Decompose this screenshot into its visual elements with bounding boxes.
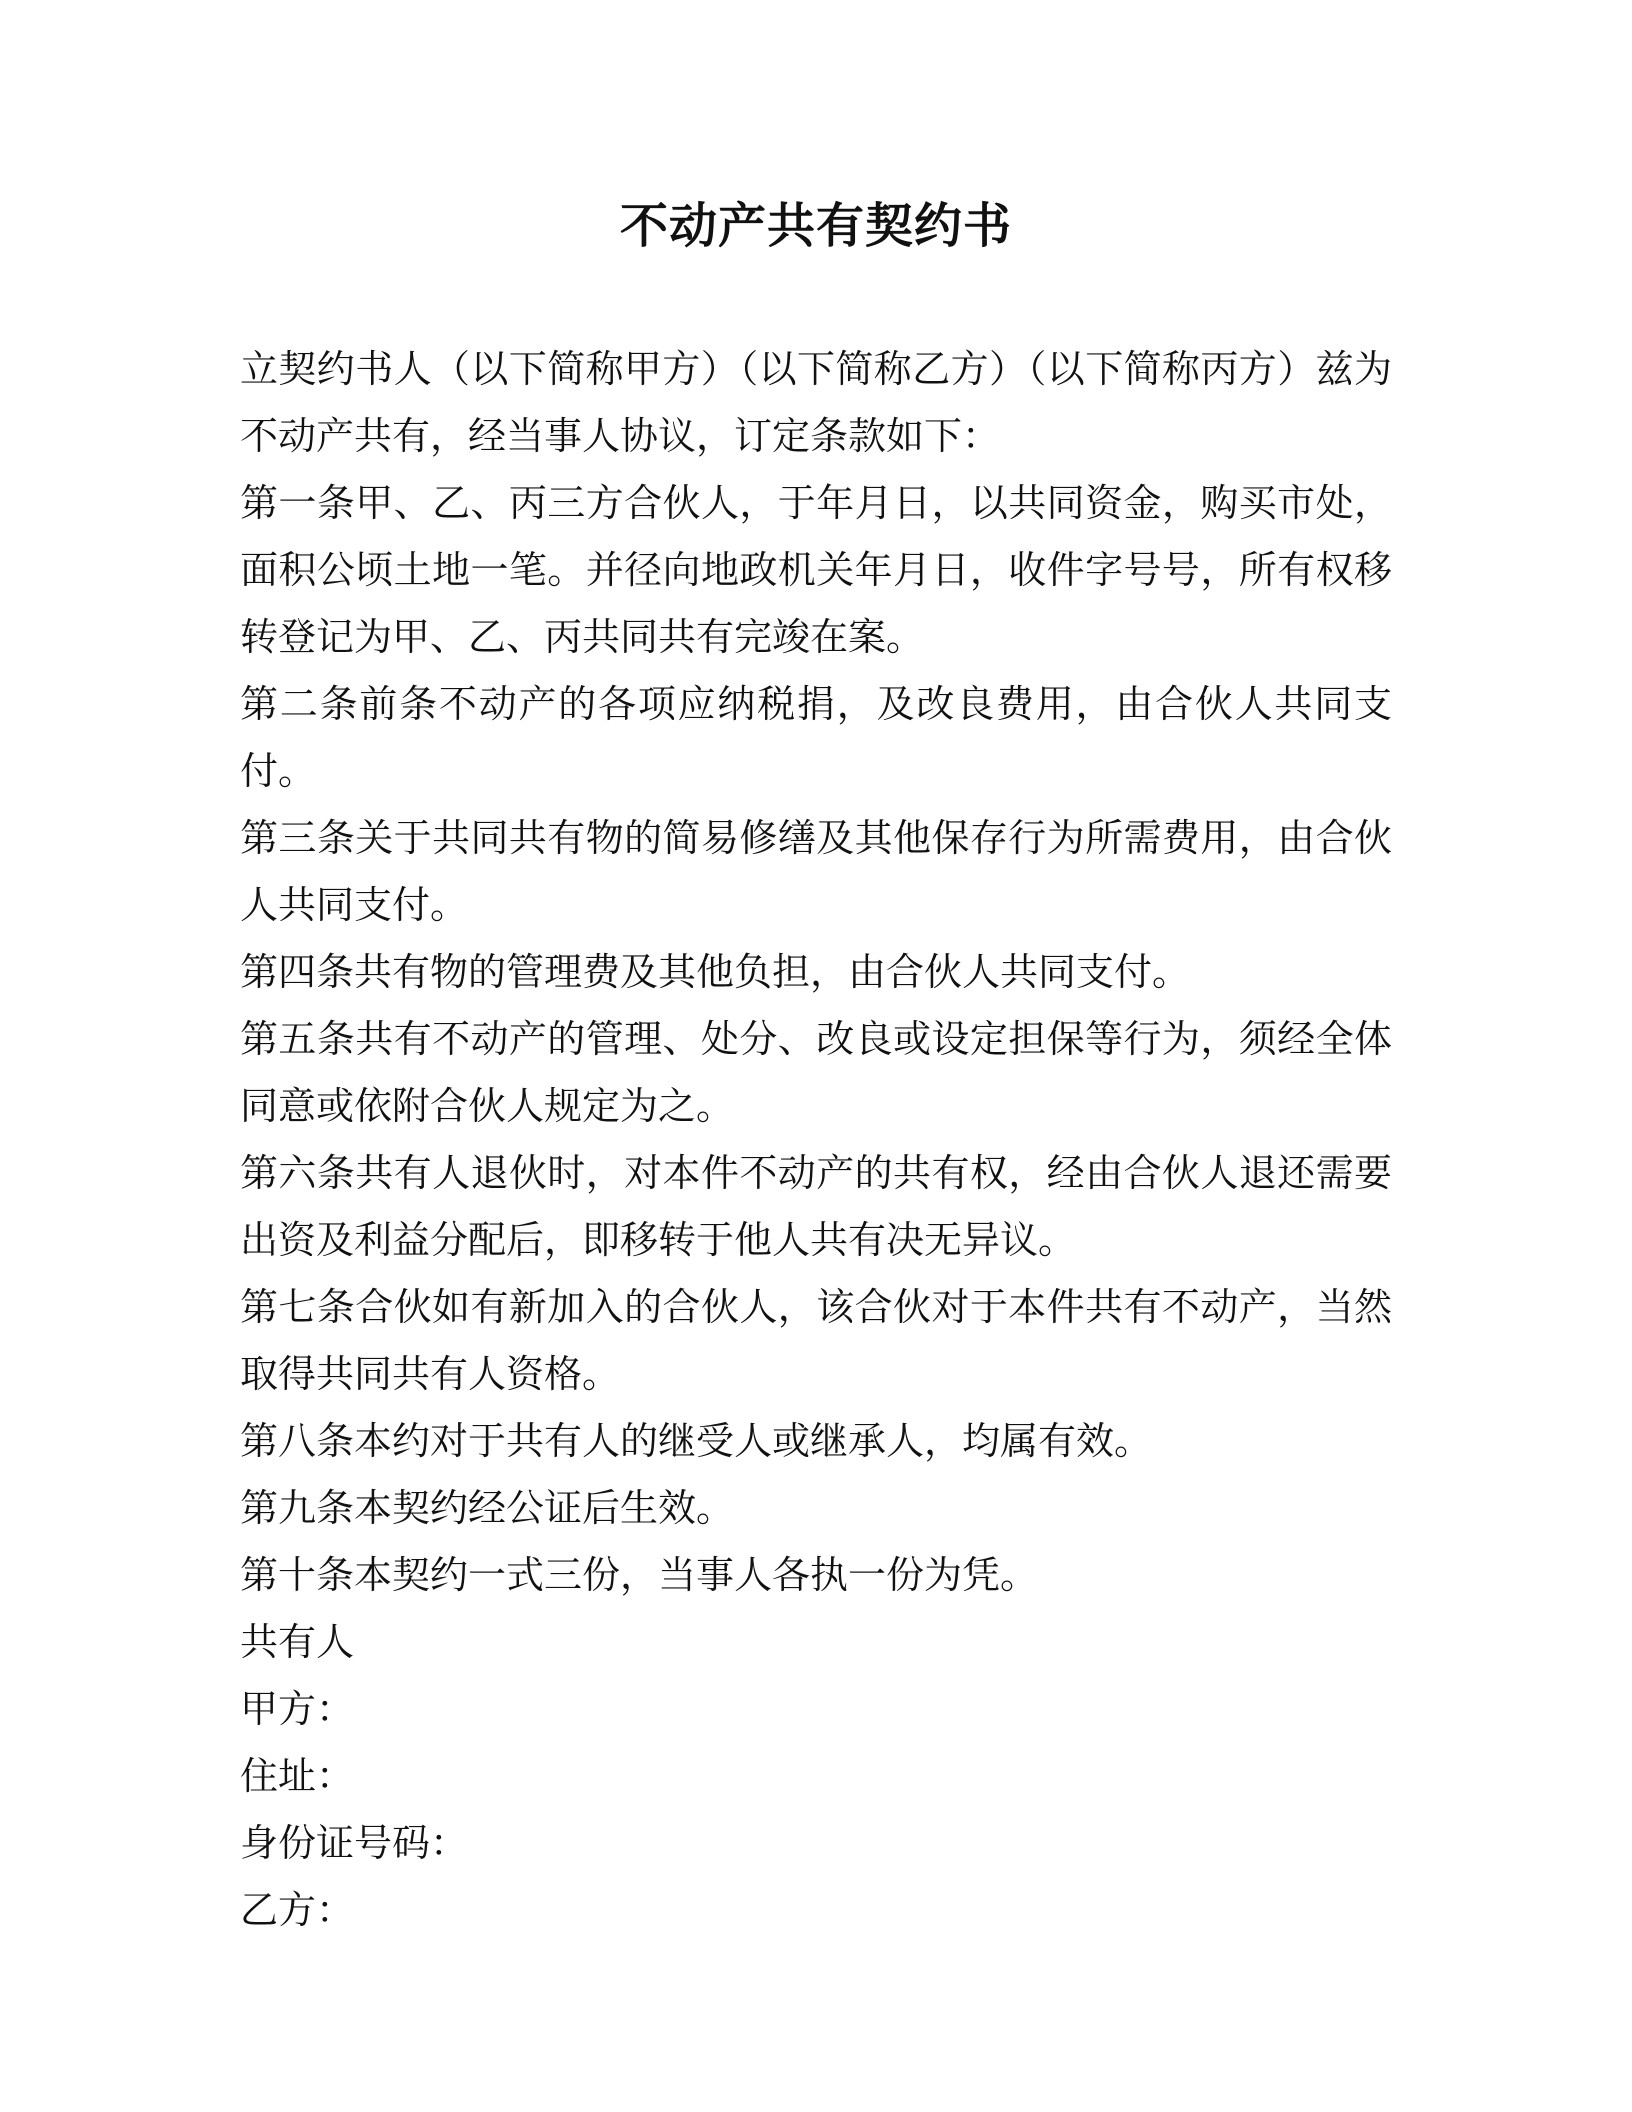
article-6: 第六条共有人退伙时，对本件不动产的共有权，经由合伙人退还需要出资及利益分配后，即移转于他人共有决无异议。: [240, 1151, 1392, 1262]
article-3: 第三条关于共同共有物的简易修缮及其他保存行为所需费用，由合伙人共同支付。: [240, 816, 1392, 927]
id-number-label: 身份证号码：: [240, 1821, 469, 1865]
article-7: 第七条合伙如有新加入的合伙人，该合伙对于本件共有不动产，当然取得共同共有人资格。: [240, 1285, 1392, 1396]
article-8: 第八条本约对于共有人的继受人或继承人，均属有效。: [240, 1419, 1153, 1463]
article-5: 第五条共有不动产的管理、处分、改良或设定担保等行为，须经全体同意或依附合伙人规定为之。: [240, 1017, 1392, 1128]
co-owners-heading: 共有人: [240, 1620, 355, 1664]
article-9: 第九条本契约经公证后生效。: [240, 1486, 735, 1530]
article-4: 第四条共有物的管理费及其他负担，由合伙人共同支付。: [240, 950, 1191, 994]
document-title: 不动产共有契约书: [619, 198, 1012, 254]
address-label: 住址：: [240, 1754, 355, 1798]
article-1: 第一条甲、乙、丙三方合伙人，于年月日，以共同资金，购买市处，面积公顷土地一笔。并径向地政机关年月日，收件字号号，所有权移转登记为甲、乙、丙共同共有完竣在案。: [240, 481, 1392, 659]
party-a-label: 甲方：: [240, 1687, 355, 1731]
article-2: 第二条前条不动产的各项应纳税捐，及改良费用，由合伙人共同支付。: [240, 682, 1392, 793]
document-body: [240, 336, 1392, 1944]
preamble-paragraph: 立契约书人（以下简称甲方）（以下简称乙方）（以下简称丙方）兹为不动产共有，经当事人协议，订定条款如下：: [240, 347, 1392, 458]
article-10: 第十条本契约一式三份，当事人各执一份为凭。: [240, 1553, 1039, 1597]
party-b-label: 乙方：: [240, 1888, 355, 1932]
